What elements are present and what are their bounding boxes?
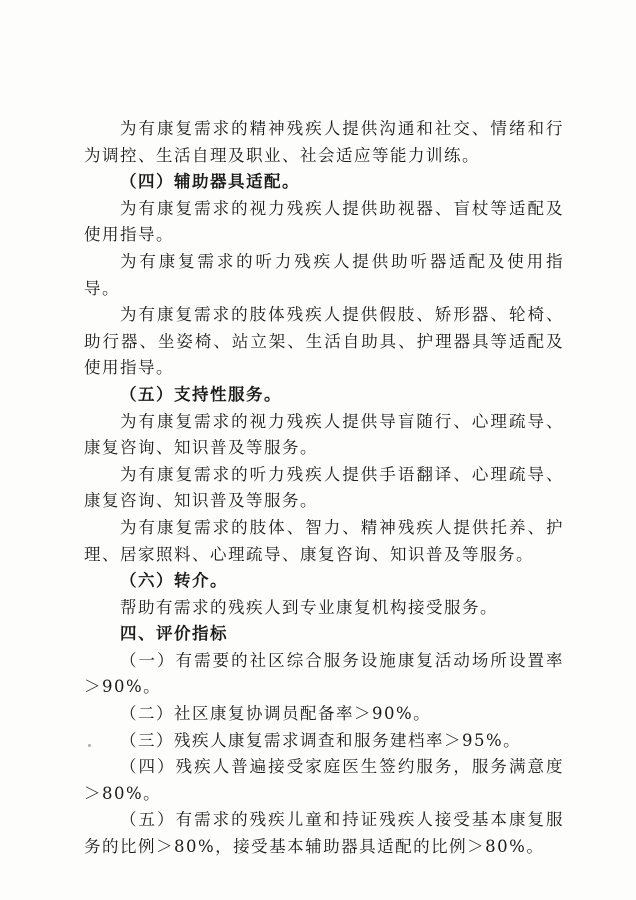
paragraph-hearing-devices: 为有康复需求的听力残疾人提供助听器适配及使用指导。	[84, 251, 564, 298]
subheading-support-services: （五）支持性服务。	[120, 384, 282, 404]
scan-speck	[88, 744, 91, 747]
indicator-item-5: （五）有需求的残疾儿童和持证残疾人接受基本康复服务的比例＞80%，接受基本辅助器具适配的比例＞80%。	[84, 810, 564, 857]
indicator-item-1: （一）有需要的社区综合服务设施康复活动场所设置率＞90%。	[84, 650, 564, 697]
indicator-item-3: （三）残疾人康复需求调查和服务建档率＞95%。	[120, 730, 522, 750]
indicator-item-2: （二）社区康复协调员配备率＞90%。	[120, 704, 432, 724]
paragraph-referral: 帮助有需求的残疾人到专业康复机构接受服务。	[120, 597, 498, 617]
paragraph-visual-devices: 为有康复需求的视力残疾人提供助视器、盲杖等适配及使用指导。	[84, 198, 564, 245]
indicator-item-4: （四）残疾人普遍接受家庭医生签约服务，服务满意度＞80%。	[84, 757, 564, 803]
paragraph-multi-support: 为有康复需求的肢体、智力、精神残疾人提供托养、护理、居家照料、心理疏导、康复咨询、知识普及等服务。	[84, 517, 564, 564]
subheading-referral: （六）转介。	[120, 571, 228, 591]
paragraph-physical-devices: 为有康复需求的肢体残疾人提供假肢、矫形器、轮椅、助行器、坐姿椅、站立架、生活自助具、护理器具等适配及使用指导。	[84, 305, 564, 378]
paragraph-hearing-support: 为有康复需求的听力残疾人提供手语翻译、心理疏导、康复咨询、知识普及等服务。	[84, 464, 564, 511]
paragraph-mental-rehab-training: 为有康复需求的精神残疾人提供沟通和社交、情绪和行为调控、生活自理及职业、社会适应等能力训练。	[84, 119, 564, 165]
section-heading-evaluation-indicators: 四、评价指标	[120, 624, 228, 644]
document-body	[84, 116, 564, 861]
subheading-assistive-devices: （四）辅助器具适配。	[120, 172, 300, 192]
paragraph-visual-support: 为有康复需求的视力残疾人提供导盲随行、心理疏导、康复咨询、知识普及等服务。	[84, 411, 564, 458]
